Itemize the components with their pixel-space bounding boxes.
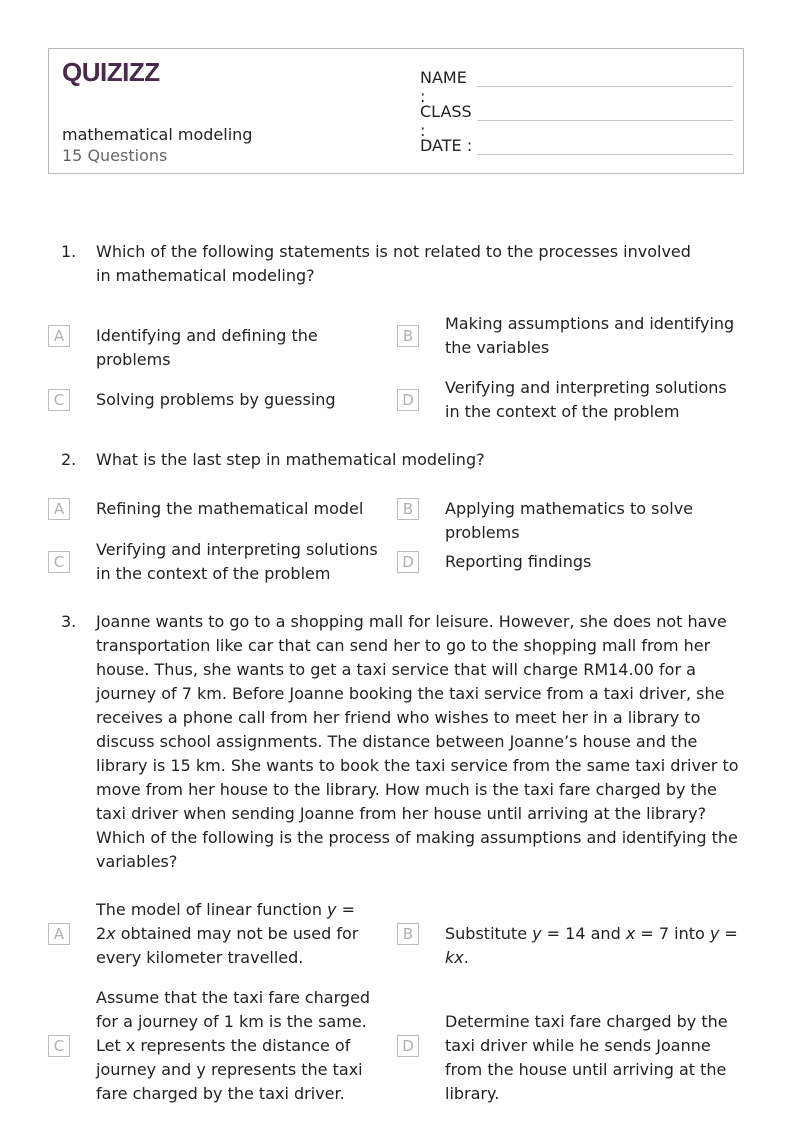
question-text: What is the last step in mathematical modeling? — [96, 450, 485, 469]
option-b-text: Making assumptions and identifying the variables — [445, 314, 735, 357]
worksheet-title: mathematical modeling — [62, 125, 253, 144]
question-text — [96, 610, 746, 874]
option-d-text: Reporting findings — [445, 552, 592, 571]
var-y: y — [327, 900, 337, 919]
quizizz-logo: QUIZIZZ — [62, 57, 160, 87]
question-prompt: Which of the following is the process of making assumptions and identifying the variables? — [96, 828, 738, 871]
class-label: CLASS : — [420, 102, 472, 140]
option-b-part: = 7 into — [635, 924, 710, 943]
date-field[interactable] — [420, 136, 477, 155]
option-a-text: Identifying and defining the problems — [96, 326, 318, 369]
option-b-part: = 14 and — [541, 924, 626, 943]
var-y: y — [709, 924, 720, 943]
option-b-part: Substitute — [445, 924, 533, 943]
option-c-text: Assume that the taxi fare charged for a journey of 1 km is the same. Let x represents the distance of journey and y represents the taxi fare charged by the taxi driver. — [96, 988, 371, 1103]
option-b-text — [445, 922, 745, 970]
option-a-box[interactable]: A — [48, 923, 70, 945]
option-a-part: obtained may not be used for every kilometer travelled. — [96, 924, 359, 967]
class-line — [477, 120, 733, 121]
option-b-box[interactable]: B — [397, 325, 419, 347]
option-c-text: Verifying and interpreting solutions in the context of the problem — [96, 540, 378, 583]
option-a-box[interactable]: A — [48, 325, 70, 347]
option-a-box[interactable]: A — [48, 498, 70, 520]
var-x: x — [106, 924, 116, 943]
question-number: 3. — [61, 612, 77, 631]
option-b-text: Applying mathematics to solve problems — [445, 499, 694, 542]
var-y: y — [532, 924, 542, 943]
name-line — [477, 86, 733, 87]
name-label: NAME : — [420, 68, 467, 106]
class-field[interactable] — [420, 102, 477, 140]
worksheet-header — [48, 48, 744, 174]
option-c-box[interactable]: C — [48, 551, 70, 573]
date-label: DATE : — [420, 136, 473, 155]
option-d-box[interactable]: D — [397, 389, 419, 411]
option-a-text — [96, 898, 376, 970]
option-b-part: . — [463, 948, 469, 967]
var-kx: kx — [445, 948, 464, 967]
question-number: 1. — [61, 242, 77, 261]
option-c-text: Solving problems by guessing — [96, 390, 336, 409]
date-line — [477, 154, 733, 155]
option-d-text: Verifying and interpreting solutions in the context of the problem — [445, 378, 727, 421]
option-a-part: The model of linear function — [96, 900, 328, 919]
question-passage: Joanne wants to go to a shopping mall for leisure. However, she does not have transportation like car that can send her to go to the shopping mall from her house. Thus, she wants to get a taxi service that will charge RM14.00 for a journey of 7 km. Before Joanne booking the taxi service from a taxi driver, she receives a phone call from her friend who wishes to meet her in a library to discuss school assignments. The distance between Joanne’s house and the library is 15 km. She wants to book the taxi service from the same taxi driver to move from her house to the library. How much is the taxi fare charged by the taxi driver when sending Joanne from her house until arriving at the library? — [96, 612, 739, 823]
option-d-box[interactable]: D — [397, 551, 419, 573]
option-c-box[interactable]: C — [48, 389, 70, 411]
option-a-part: = 2 — [96, 900, 356, 943]
var-x: x — [625, 924, 636, 943]
question-count: 15 Questions — [62, 146, 168, 165]
option-b-box[interactable]: B — [397, 498, 419, 520]
option-c-box[interactable]: C — [48, 1035, 70, 1057]
question-number: 2. — [61, 450, 77, 469]
option-a-text: Refining the mathematical model — [96, 499, 364, 518]
name-field[interactable] — [420, 68, 477, 106]
option-b-part: = — [719, 924, 738, 943]
question-text: Which of the following statements is not related to the processes involved in mathematical modeling? — [96, 242, 691, 285]
option-b-box[interactable]: B — [397, 923, 419, 945]
option-d-text: Determine taxi fare charged by the taxi driver while he sends Joanne from the house until arriving at the library. — [445, 1012, 728, 1103]
option-d-box[interactable]: D — [397, 1035, 419, 1057]
